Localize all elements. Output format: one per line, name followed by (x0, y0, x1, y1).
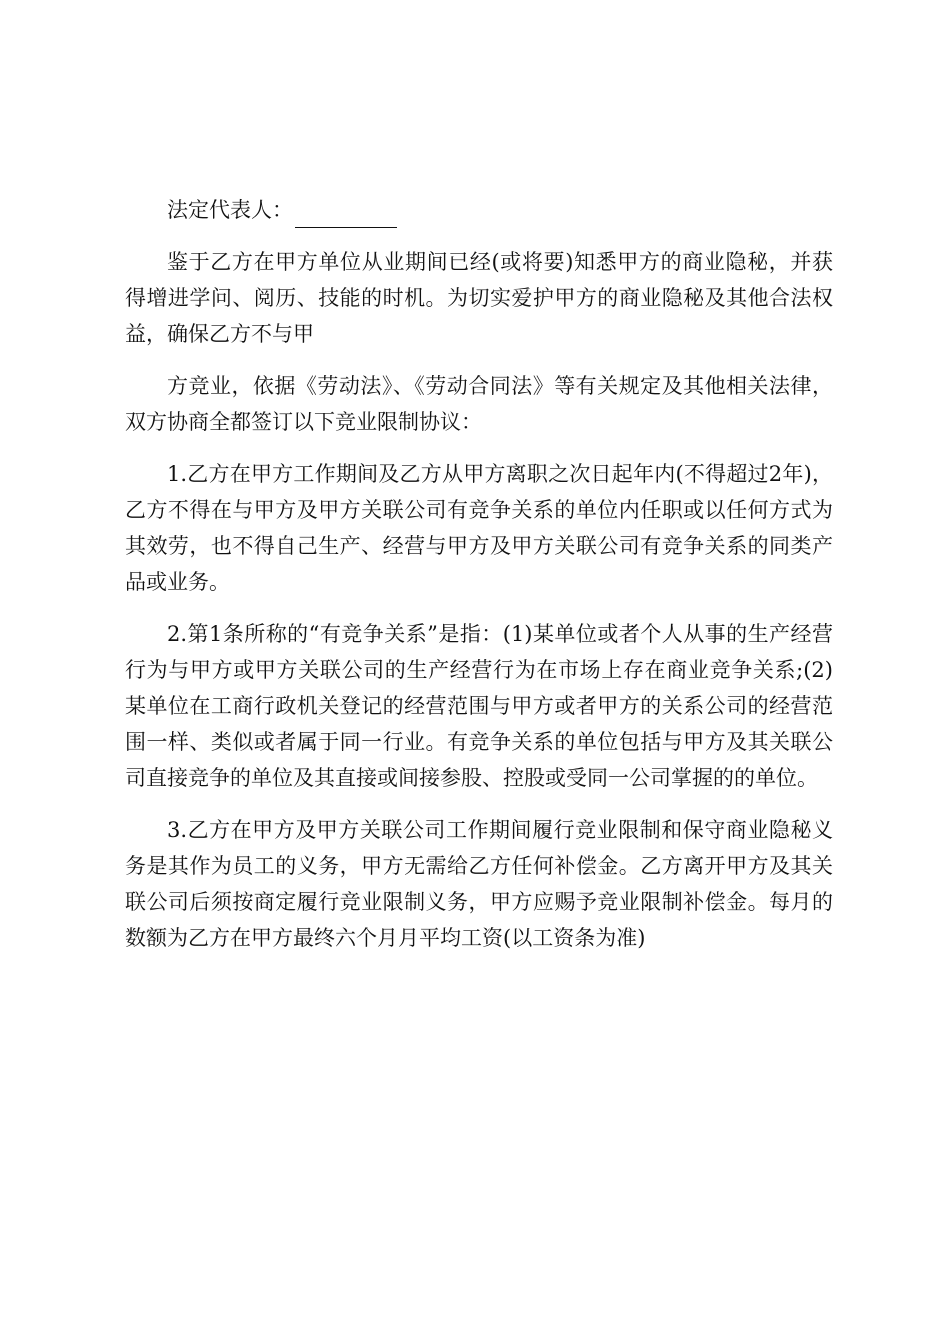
clause-1: 1.乙方在甲方工作期间及乙方从甲方离职之次日起年内(不得超过2年)，乙方不得在与甲方及甲方关联公司有竞争关系的单位内任职或以任何方式为其效劳，也不得自己生产、经营与甲方及甲方关联公司有竞争关系的同类产品或业务。 (125, 462, 833, 594)
legal-representative-label: 法定代表人： (167, 198, 293, 222)
paragraph-preamble: 鉴于乙方在甲方单位从业期间已经(或将要)知悉甲方的商业隐秘，并获得增进学问、阅历、技能的时机。为切实爱护甲方的商业隐秘及其他合法权益，确保乙方不与甲 (125, 250, 833, 346)
legal-representative-line (125, 192, 833, 228)
clause-3: 3.乙方在甲方及甲方关联公司工作期间履行竞业限制和保守商业隐秘义务是其作为员工的义务，甲方无需给乙方任何补偿金。乙方离开甲方及其关联公司后须按商定履行竞业限制义务，甲方应赐予竞业限制补偿金。每月的数额为乙方在甲方最终六个月月平均工资(以工资条为准) (125, 818, 833, 950)
clause-2: 2.第1条所称的“有竞争关系”是指：(1)某单位或者个人从事的生产经营行为与甲方或甲方关联公司的生产经营行为在市场上存在商业竞争关系;(2)某单位在工商行政机关登记的经营范围与甲方或者甲方的关系公司的经营范围一样、类似或者属于同一行业。有竞争关系的单位包括与甲方及其关联公司直接竞争的单位及其直接或间接参股、控股或受同一公司掌握的的单位。 (125, 622, 833, 790)
document-body (125, 192, 833, 972)
legal-representative-blank (295, 201, 397, 228)
paragraph-preamble-continued: 方竞业，依据《劳动法》、《劳动合同法》等有关规定及其他相关法律，双方协商全都签订以下竞业限制协议： (125, 374, 833, 434)
